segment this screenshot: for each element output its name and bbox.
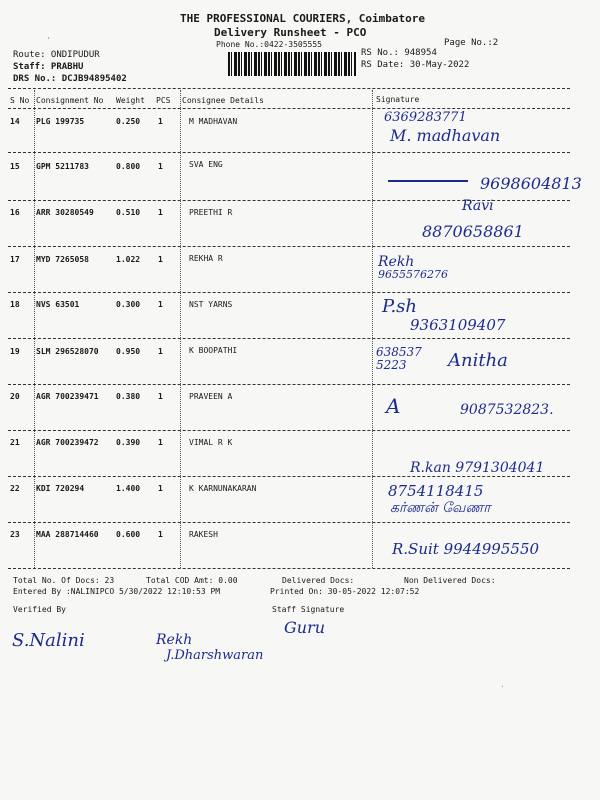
row-weight: 0.950 [116,347,141,356]
handwritten-phone: 8754118415 [388,482,484,500]
row-sno: 19 [10,347,20,356]
row-pcs: 1 [158,530,163,539]
col-sno: S No [10,96,30,105]
entered-by: Entered By :NALINIPCO 5/30/2022 12:10:53 PM [13,587,221,596]
row-weight: 0.600 [116,530,141,539]
row-consignee: NST YARNS [189,300,233,309]
row-weight: 0.380 [116,392,141,401]
page-number: Page No.:2 [444,38,499,48]
witness-name-signature: J.Dharshwaran [166,648,264,663]
column-divider [34,90,35,568]
handwritten-phone: 9087532823. [460,402,554,418]
row-weight: 0.300 [116,300,141,309]
row-weight: 0.800 [116,162,141,171]
staff-name: Staff: PRABHU [13,62,84,72]
row-consignee: PRAVEEN A [189,392,233,401]
column-divider [180,90,181,568]
route: Route: ONDIPUDUR [13,50,100,60]
row-pcs: 1 [158,255,163,264]
row-consignee: PREETHI R [189,208,233,217]
col-consignee: Consignee Details [182,96,264,105]
row-consignment: SLM 296528070 [36,347,99,356]
handwritten-signature: A [386,394,401,418]
handwritten-phone: 638537 5223 [376,345,422,372]
row-consignment: MAA 288714460 [36,530,99,539]
row-consignee: RAKESH [189,530,218,539]
row-consignee: REKHA R [189,254,223,263]
row-rule [8,292,570,293]
row-pcs: 1 [158,438,163,447]
row-sno: 21 [10,438,20,447]
row-rule [8,246,570,247]
handwritten-signature: P.sh [382,296,418,317]
row-rule [8,430,570,431]
paper-speck: · [300,104,305,113]
handwritten-signature: M. madhavan [390,126,501,145]
row-consignment: GPM 5211783 [36,162,89,171]
staff-signature: Guru [284,618,326,637]
row-rule [8,338,570,339]
row-consignment: NVS 63501 [36,300,80,309]
col-signature: Signature [376,95,420,104]
row-consignment: AGR 700239472 [36,438,99,447]
row-rule [8,476,570,477]
row-consignment: KDI 720294 [36,484,85,493]
row-sno: 15 [10,162,20,171]
row-consignee: K KARNUNAKARAN [189,484,257,493]
col-weight: Weight [116,96,145,105]
row-rule [8,522,570,523]
non-delivered-docs: Non Delivered Docs: [404,576,496,585]
row-weight: 0.510 [116,208,141,217]
row-consignment: ARR 30280549 [36,208,94,217]
row-sno: 23 [10,530,20,539]
handwritten-signature: R.Suit 9944995550 [392,540,540,558]
row-rule [8,200,570,201]
handwritten-phone: 9655576276 [378,268,448,281]
handwritten-signature: R.kan 9791304041 [410,460,545,476]
row-sno: 16 [10,208,20,217]
row-rule [8,152,570,153]
handwritten-phone: 9363109407 [410,316,506,334]
total-docs: Total No. Of Docs: 23 [13,576,115,585]
barcode [228,52,356,76]
row-pcs: 1 [158,208,163,217]
handwritten-signature: Ravi [462,198,494,214]
col-consignment: Consignment No [36,96,104,105]
row-consignment: PLG 199735 [36,117,85,126]
handwritten-signature: Rekh [378,254,415,270]
row-sno: 17 [10,255,20,264]
rs-date: RS Date: 30-May-2022 [361,60,470,70]
header-rule-top [8,88,570,89]
handwritten-phone: 8870658861 [422,222,524,241]
row-consignee: SVA ENG [189,160,223,169]
handwritten-phone: 6369283771 [384,110,467,125]
witness-signature: Rekh [156,632,193,648]
row-weight: 0.390 [116,438,141,447]
document-subtitle: Delivery Runsheet - PCO [214,26,367,39]
paper-speck: · [500,682,505,691]
row-pcs: 1 [158,300,163,309]
rs-number: RS No.: 948954 [361,48,437,58]
verifier-signature: S.Nalini [12,630,85,651]
row-consignee: M MADHAVAN [189,117,238,126]
row-pcs: 1 [158,484,163,493]
phone-number: Phone No.:0422-3505555 [216,40,322,49]
row-weight: 1.400 [116,484,141,493]
staff-signature-label: Staff Signature [272,605,345,614]
total-cod: Total COD Amt: 0.00 [146,576,238,585]
row-sno: 18 [10,300,20,309]
row-consignee: VIMAL R K [189,438,233,447]
row-consignment: MYD 7265058 [36,255,89,264]
row-sno: 20 [10,392,20,401]
row-weight: 1.022 [116,255,141,264]
handwritten-phone: 9698604813 [480,174,582,193]
handwritten-signature: Anitha [448,350,508,371]
row-pcs: 1 [158,347,163,356]
company-title: THE PROFESSIONAL COURIERS, Coimbatore [180,12,426,25]
header-rule-bottom [8,108,570,109]
row-sno: 14 [10,117,20,126]
row-pcs: 1 [158,162,163,171]
row-rule [8,384,570,385]
row-weight: 0.250 [116,117,141,126]
handwritten-tamil-name: கர்ணன் வேணா [390,500,491,516]
row-sno: 22 [10,484,20,493]
row-consignee: K BOOPATHI [189,346,238,355]
paper-speck: ' [46,36,51,45]
printed-on: Printed On: 30-05-2022 12:07:52 [270,587,420,596]
column-divider [372,90,373,568]
row-consignment: AGR 700239471 [36,392,99,401]
row-pcs: 1 [158,392,163,401]
verified-by-label: Verified By [13,605,66,614]
strike-scribble [388,180,468,182]
col-pcs: PCS [156,96,171,105]
drs-number: DRS No.: DCJB94895402 [13,74,127,84]
delivered-docs: Delivered Docs: [282,576,355,585]
row-rule [8,568,570,569]
row-pcs: 1 [158,117,163,126]
